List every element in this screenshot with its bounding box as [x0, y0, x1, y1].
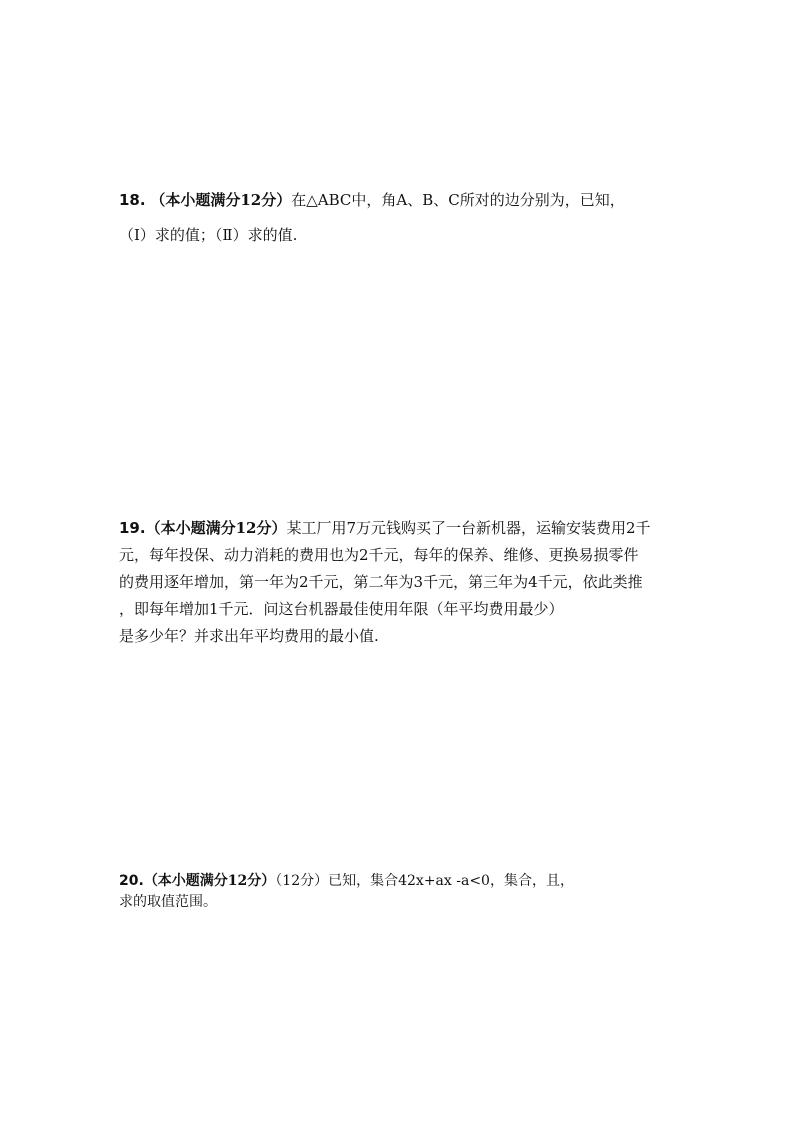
- problem-18-questions: （Ⅰ）求的值；（Ⅱ）求的值.: [119, 226, 298, 244]
- problem-20-text-2: 求的取值范围。: [119, 894, 217, 910]
- problem-19-number: 19.: [119, 519, 146, 537]
- problem-18-line-2: [119, 225, 297, 245]
- problem-18-statement: 在△ABC中，角A、B、C所对的边分别为，已知，: [291, 191, 625, 209]
- problem-20-number: 20.: [119, 873, 144, 889]
- problem-19-score-tag: （本小题满分12分）: [145, 519, 287, 537]
- problem-19-line-1: [119, 518, 651, 538]
- problem-19-line-4: [119, 599, 564, 619]
- problem-20-line-1: [119, 871, 574, 891]
- problem-19-text-1: 某工厂用7万元钱购买了一台新机器，运输安装费用2千: [286, 519, 651, 537]
- problem-19-text-3: 的费用逐年增加，第一年为2千元，第二年为3千元，第三年为4千元，依此类推: [119, 573, 643, 591]
- problem-19-line-2: [119, 545, 639, 565]
- problem-20-line-2: [119, 892, 217, 912]
- problem-20-score-tag: （本小题满分12分）: [143, 873, 276, 889]
- problem-20-text-1: （12分）已知，集合42x+ax -a<0，集合，且，: [275, 873, 574, 889]
- problem-19-line-5: [119, 626, 379, 646]
- problem-19-line-3: [119, 572, 643, 592]
- problem-19-text-5: 是多少年？并求出年平均费用的最小值.: [119, 627, 379, 645]
- problem-18-number: 18.: [119, 191, 146, 209]
- problem-18-line-1: [119, 190, 625, 210]
- problem-18-score-tag: （本小题满分12分）: [150, 191, 292, 209]
- problem-19-text-2: 元，每年投保、动力消耗的费用也为2千元，每年的保养、维修、更换易损零件: [119, 546, 639, 564]
- problem-19-text-4: ，即每年增加1千元．问这台机器最佳使用年限（年平均费用最少）: [119, 600, 564, 618]
